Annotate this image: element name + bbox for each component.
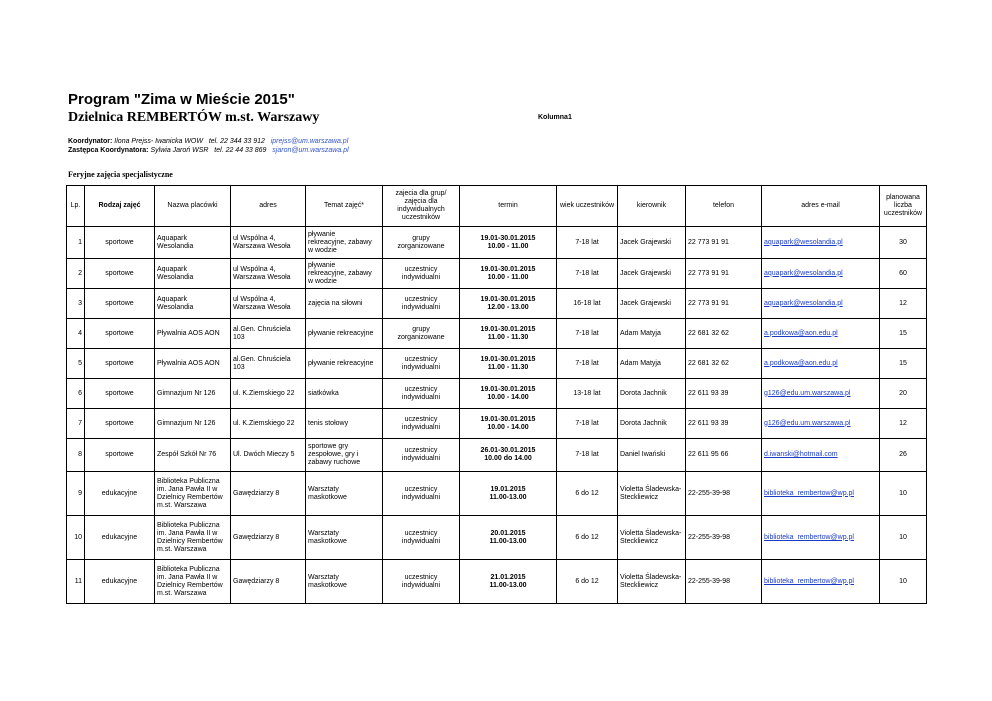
table-body <box>67 227 927 604</box>
cell-grupy: uczestnicy indywidualni <box>383 349 460 379</box>
column-label: Kolumna1 <box>538 114 572 121</box>
cell-email[interactable]: g126@edu.um.warszawa.pl <box>762 379 880 409</box>
header-adres: adres <box>231 186 306 227</box>
cell-termin: 19.01-30.01.2015 10.00 - 11.00 <box>460 259 557 289</box>
coordinator-label: Koordynator: <box>68 138 113 145</box>
cell-adres: ul Wspólna 4, Warszawa Wesoła <box>231 227 306 259</box>
header-wiek: wiek uczestników <box>557 186 618 227</box>
cell-wiek: 7-18 lat <box>557 319 618 349</box>
table-row <box>67 227 927 259</box>
header-nazwa: Nazwa placówki <box>155 186 231 227</box>
cell-grupy: uczestnicy indywidualni <box>383 259 460 289</box>
header-kierownik: kierownik <box>618 186 686 227</box>
cell-grupy: uczestnicy indywidualni <box>383 379 460 409</box>
cell-email[interactable]: aquapark@wesolandia.pl <box>762 227 880 259</box>
cell-rodzaj: sportowe <box>85 289 155 319</box>
cell-termin: 19.01-30.01.2015 10.00 - 14.00 <box>460 409 557 439</box>
cell-temat: tenis stołowy <box>306 409 383 439</box>
cell-nazwa: Biblioteka Publiczna im. Jana Pawła II w Dzielnicy Rembertów m.st. Warszawa <box>155 516 231 560</box>
cell-grupy: uczestnicy indywidualni <box>383 409 460 439</box>
cell-lp: 2 <box>67 259 85 289</box>
coordinator-tel: tel. 22 344 33 912 <box>208 138 265 145</box>
cell-kierownik: Violetta Śladewska- Steckliewicz <box>618 472 686 516</box>
cell-grupy: uczestnicy indywidualni <box>383 289 460 319</box>
cell-termin: 26.01-30.01.2015 10.00 do 14.00 <box>460 439 557 472</box>
cell-kierownik: Adam Matyja <box>618 319 686 349</box>
table-row <box>67 259 927 289</box>
cell-liczba: 12 <box>880 289 927 319</box>
cell-adres: ul Wspólna 4, Warszawa Wesoła <box>231 259 306 289</box>
cell-rodzaj: sportowe <box>85 349 155 379</box>
cell-nazwa: Biblioteka Publiczna im. Jana Pawła II w Dzielnicy Rembertów m.st. Warszawa <box>155 472 231 516</box>
cell-termin: 19.01.2015 11.00-13.00 <box>460 472 557 516</box>
header-rodzaj: Rodzaj zajęć <box>85 186 155 227</box>
table-row <box>67 560 927 604</box>
cell-wiek: 16-18 lat <box>557 289 618 319</box>
cell-termin: 20.01.2015 11.00-13.00 <box>460 516 557 560</box>
header-email: adres e-mail <box>762 186 880 227</box>
cell-kierownik: Dorota Jachnik <box>618 379 686 409</box>
cell-rodzaj: edukacyjne <box>85 472 155 516</box>
cell-wiek: 6 do 12 <box>557 560 618 604</box>
deputy-name: Sylwia Jaroń WSR <box>150 147 209 154</box>
coordinator-email[interactable]: iprejss@um.warszawa.pl <box>270 138 349 145</box>
cell-telefon: 22 773 91 91 <box>686 259 762 289</box>
cell-adres: Gawędziarzy 8 <box>231 560 306 604</box>
cell-grupy: uczestnicy indywidualni <box>383 439 460 472</box>
cell-adres: ul. K.Ziemskiego 22 <box>231 409 306 439</box>
cell-wiek: 7-18 lat <box>557 349 618 379</box>
cell-kierownik: Violetta Śladewska- Steckliewicz <box>618 560 686 604</box>
cell-wiek: 6 do 12 <box>557 472 618 516</box>
cell-temat: Warsztaty maskotkowe <box>306 560 383 604</box>
document-title: Program "Zima w Mieście 2015" <box>68 91 295 108</box>
cell-grupy: uczestnicy indywidualni <box>383 560 460 604</box>
section-title: Feryjne zajęcia specjalistyczne <box>68 170 173 179</box>
cell-kierownik: Jacek Grajewski <box>618 259 686 289</box>
table-row <box>67 379 927 409</box>
cell-liczba: 60 <box>880 259 927 289</box>
table-row <box>67 472 927 516</box>
cell-liczba: 10 <box>880 560 927 604</box>
cell-temat: siatkówka <box>306 379 383 409</box>
cell-nazwa: Pływalnia AOS AON <box>155 319 231 349</box>
cell-adres: al.Gen. Chruściela 103 <box>231 349 306 379</box>
header-liczba: planowana liczba uczestników <box>880 186 927 227</box>
cell-email[interactable]: biblioteka_rembertow@wp.pl <box>762 472 880 516</box>
cell-email[interactable]: g126@edu.um.warszawa.pl <box>762 409 880 439</box>
cell-kierownik: Jacek Grajewski <box>618 289 686 319</box>
deputy-email[interactable]: sjaron@um.warszawa.pl <box>272 147 349 154</box>
deputy-label: Zastępca Koordynatora: <box>68 147 149 154</box>
cell-email[interactable]: d.iwanski@hotmail.com <box>762 439 880 472</box>
header-grupy: zajecia dla grup/ zajęcia dla indywidualnych uczestników <box>383 186 460 227</box>
cell-wiek: 6 do 12 <box>557 516 618 560</box>
cell-nazwa: Aquapark Wesolandia <box>155 259 231 289</box>
cell-rodzaj: sportowe <box>85 259 155 289</box>
cell-lp: 4 <box>67 319 85 349</box>
cell-rodzaj: sportowe <box>85 439 155 472</box>
table-row <box>67 319 927 349</box>
cell-telefon: 22 611 95 66 <box>686 439 762 472</box>
table-row <box>67 349 927 379</box>
cell-lp: 11 <box>67 560 85 604</box>
cell-lp: 5 <box>67 349 85 379</box>
cell-temat: Warsztaty maskotkowe <box>306 472 383 516</box>
cell-lp: 1 <box>67 227 85 259</box>
coordinator-name: Ilona Prejss- Iwanicka WOW <box>114 138 203 145</box>
cell-liczba: 12 <box>880 409 927 439</box>
cell-telefon: 22-255-39-98 <box>686 516 762 560</box>
cell-telefon: 22-255-39-98 <box>686 472 762 516</box>
header-termin: termin <box>460 186 557 227</box>
cell-lp: 10 <box>67 516 85 560</box>
cell-telefon: 22 611 93 39 <box>686 379 762 409</box>
table-header-row <box>67 186 927 227</box>
cell-termin: 19.01-30.01.2015 11.00 - 11.30 <box>460 349 557 379</box>
cell-nazwa: Gimnazjum Nr 126 <box>155 379 231 409</box>
cell-lp: 9 <box>67 472 85 516</box>
cell-liczba: 26 <box>880 439 927 472</box>
cell-rodzaj: sportowe <box>85 319 155 349</box>
table-row <box>67 439 927 472</box>
cell-wiek: 7-18 lat <box>557 227 618 259</box>
cell-telefon: 22 681 32 62 <box>686 349 762 379</box>
cell-rodzaj: sportowe <box>85 379 155 409</box>
cell-wiek: 7-18 lat <box>557 409 618 439</box>
cell-telefon: 22 773 91 91 <box>686 227 762 259</box>
cell-adres: ul. K.Ziemskiego 22 <box>231 379 306 409</box>
cell-liczba: 30 <box>880 227 927 259</box>
cell-kierownik: Adam Matyja <box>618 349 686 379</box>
cell-wiek: 13-18 lat <box>557 379 618 409</box>
cell-email[interactable]: biblioteka_rembertow@wp.pl <box>762 516 880 560</box>
cell-termin: 19.01-30.01.2015 10.00 - 14.00 <box>460 379 557 409</box>
cell-adres: Gawędziarzy 8 <box>231 516 306 560</box>
cell-lp: 8 <box>67 439 85 472</box>
deputy-line <box>68 147 349 154</box>
table-row <box>67 516 927 560</box>
cell-temat: pływanie rekreacyjne, zabawy w wodzie <box>306 259 383 289</box>
cell-liczba: 15 <box>880 349 927 379</box>
table-row <box>67 289 927 319</box>
cell-liczba: 10 <box>880 472 927 516</box>
header-telefon: telefon <box>686 186 762 227</box>
cell-temat: pływanie rekreacyjne, zabawy w wodzie <box>306 227 383 259</box>
header-temat: Temat zajęć* <box>306 186 383 227</box>
cell-grupy: uczestnicy indywidualni <box>383 472 460 516</box>
document-subtitle: Dzielnica REMBERTÓW m.st. Warszawy <box>68 110 320 125</box>
cell-adres: Gawędziarzy 8 <box>231 472 306 516</box>
cell-telefon: 22 681 32 62 <box>686 319 762 349</box>
cell-nazwa: Pływalnia AOS AON <box>155 349 231 379</box>
header-lp: Lp. <box>67 186 85 227</box>
cell-grupy: grupy zorganizowane <box>383 227 460 259</box>
cell-temat: sportowe gry zespołowe, gry i zabawy ruchowe <box>306 439 383 472</box>
cell-telefon: 22 611 93 39 <box>686 409 762 439</box>
cell-grupy: uczestnicy indywidualni <box>383 516 460 560</box>
activities-table <box>66 185 927 604</box>
cell-wiek: 7-18 lat <box>557 439 618 472</box>
cell-termin: 21.01.2015 11.00-13.00 <box>460 560 557 604</box>
cell-lp: 3 <box>67 289 85 319</box>
cell-liczba: 15 <box>880 319 927 349</box>
cell-temat: pływanie rekreacyjne <box>306 349 383 379</box>
cell-nazwa: Zespół Szkół Nr 76 <box>155 439 231 472</box>
cell-rodzaj: edukacyjne <box>85 560 155 604</box>
cell-termin: 19.01-30.01.2015 11.00 - 11.30 <box>460 319 557 349</box>
cell-temat: pływanie rekreacyjne <box>306 319 383 349</box>
cell-wiek: 7-18 lat <box>557 259 618 289</box>
cell-nazwa: Gimnazjum Nr 126 <box>155 409 231 439</box>
cell-liczba: 20 <box>880 379 927 409</box>
cell-termin: 19.01-30.01.2015 12.00 - 13.00 <box>460 289 557 319</box>
cell-kierownik: Jacek Grajewski <box>618 227 686 259</box>
cell-kierownik: Daniel Iwański <box>618 439 686 472</box>
table-row <box>67 409 927 439</box>
coordinator-line <box>68 138 348 145</box>
cell-nazwa: Aquapark Wesolandia <box>155 289 231 319</box>
cell-temat: zajęcia na siłowni <box>306 289 383 319</box>
cell-telefon: 22 773 91 91 <box>686 289 762 319</box>
cell-adres: ul Wspólna 4, Warszawa Wesoła <box>231 289 306 319</box>
deputy-tel: tel. 22 44 33 869 <box>214 147 267 154</box>
cell-email[interactable]: a.podkowa@aon.edu.pl <box>762 349 880 379</box>
cell-kierownik: Dorota Jachnik <box>618 409 686 439</box>
cell-rodzaj: sportowe <box>85 409 155 439</box>
cell-adres: al.Gen. Chruściela 103 <box>231 319 306 349</box>
cell-email[interactable]: aquapark@wesolandia.pl <box>762 289 880 319</box>
cell-email[interactable]: biblioteka_rembertow@wp.pl <box>762 560 880 604</box>
cell-lp: 7 <box>67 409 85 439</box>
cell-temat: Warsztaty maskotkowe <box>306 516 383 560</box>
cell-kierownik: Violetta Śladewska- Steckliewicz <box>618 516 686 560</box>
cell-rodzaj: sportowe <box>85 227 155 259</box>
cell-liczba: 10 <box>880 516 927 560</box>
cell-rodzaj: edukacyjne <box>85 516 155 560</box>
cell-nazwa: Aquapark Wesolandia <box>155 227 231 259</box>
cell-nazwa: Biblioteka Publiczna im. Jana Pawła II w Dzielnicy Rembertów m.st. Warszawa <box>155 560 231 604</box>
cell-email[interactable]: a.podkowa@aon.edu.pl <box>762 319 880 349</box>
cell-lp: 6 <box>67 379 85 409</box>
cell-email[interactable]: aquapark@wesolandia.pl <box>762 259 880 289</box>
cell-grupy: grupy zorganizowane <box>383 319 460 349</box>
cell-adres: Ul. Dwóch Mieczy 5 <box>231 439 306 472</box>
cell-termin: 19.01-30.01.2015 10.00 - 11.00 <box>460 227 557 259</box>
cell-telefon: 22-255-39-98 <box>686 560 762 604</box>
